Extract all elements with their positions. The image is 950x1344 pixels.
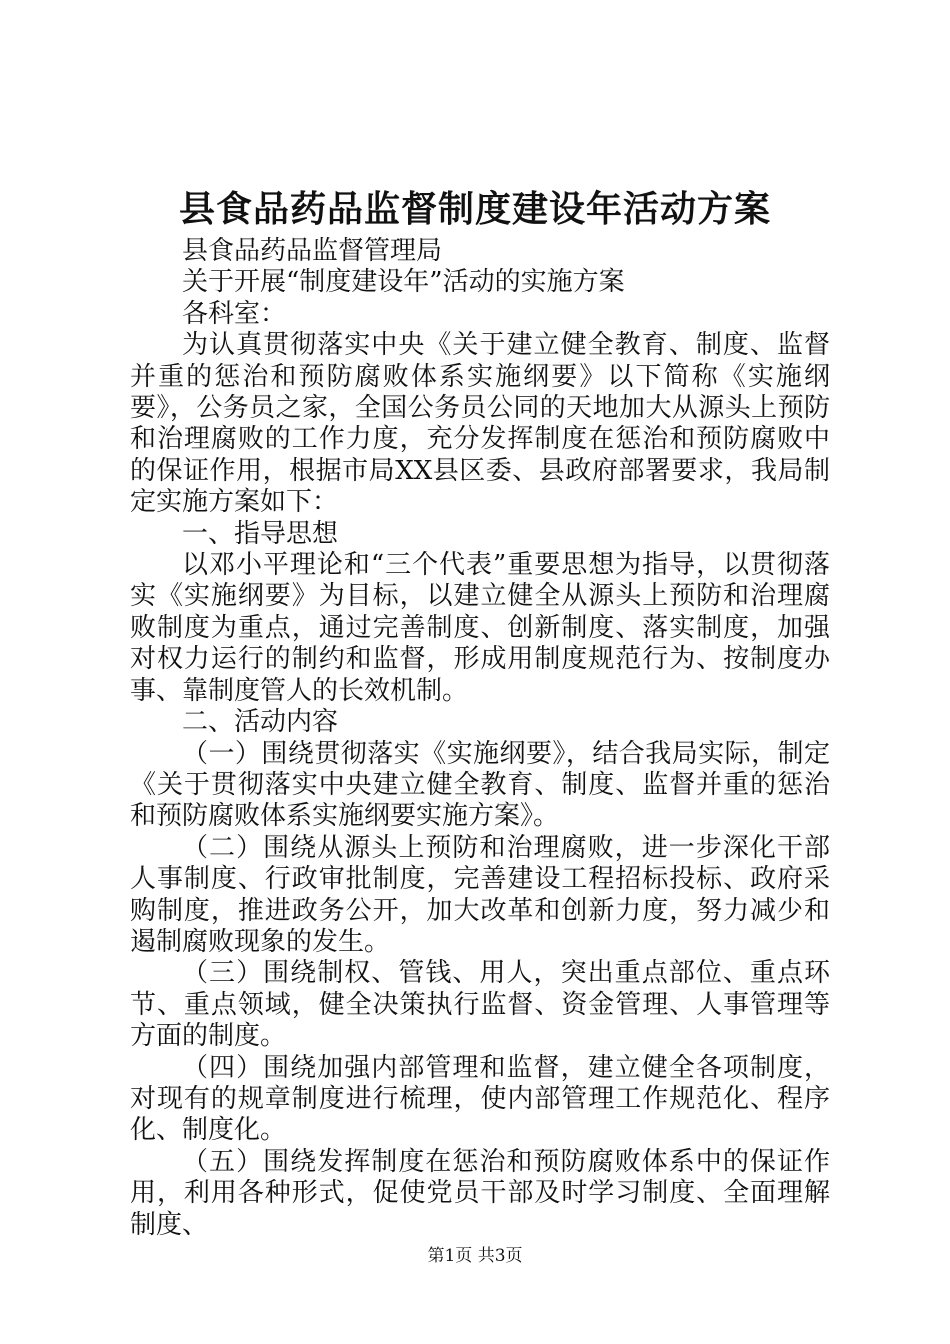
- paragraph-item-3: （三）围绕制权、管钱、用人，突出重点部位、重点环节、重点领域，健全决策执行监督、资金管理、人事管理等方面的制度。: [130, 958, 830, 1052]
- paragraph-item-1: （一）围绕贯彻落实《实施纲要》，结合我局实际，制定《关于贯彻落实中央建立健全教育、制度、监督并重的惩治和预防腐败体系实施纲要实施方案》。: [130, 738, 830, 832]
- paragraph-guiding-thought: 以邓小平理论和“三个代表”重要思想为指导，以贯彻落实《实施纲要》为目标，以建立健全从源头上预防和治理腐败制度为重点，通过完善制度、创新制度、落实制度，加强对权力运行的制约和监督，形成用制度规范行为、按制度办事、靠制度管人的长效机制。: [130, 550, 830, 706]
- section-heading-guiding-thought: 一、指导思想: [182, 518, 339, 549]
- paragraph-item-4: （四）围绕加强内部管理和监督，建立健全各项制度，对现有的规章制度进行梳理，使内部管理工作规范化、程序化、制度化。: [130, 1052, 830, 1146]
- paragraph-item-2: （二）围绕从源头上预防和治理腐败，进一步深化干部人事制度、行政审批制度，完善建设工程招标投标、政府采购制度，推进政务公开，加大改革和创新力度，努力减少和遏制腐败现象的发生。: [130, 832, 830, 957]
- document-title: 县食品药品监督制度建设年活动方案: [178, 188, 771, 230]
- document-body: [130, 236, 830, 1241]
- page-footer: 第1页 共3页: [427, 1246, 523, 1266]
- paragraph-intro: 为认真贯彻落实中央《关于建立健全教育、制度、监督并重的惩治和预防腐败体系实施纲要》以下简称《实施纲要》，公务员之家，全国公务员公同的天地加大从源头上预防和治理腐败的工作力度，充分发挥制度在惩治和预防腐败中的保证作用，根据市局XX县区委、县政府部署要求，我局制定实施方案如下：: [130, 330, 830, 518]
- paragraph-subject: 关于开展“制度建设年”活动的实施方案: [182, 267, 625, 298]
- paragraph-item-5: （五）围绕发挥制度在惩治和预防腐败体系中的保证作用，利用各种形式，促使党员干部及时学习制度、全面理解制度、: [130, 1146, 830, 1240]
- section-heading-activity-content: 二、活动内容: [182, 707, 339, 738]
- paragraph-salutation: 各科室：: [182, 298, 287, 329]
- paragraph-issuer: 县食品药品监督管理局: [182, 236, 443, 266]
